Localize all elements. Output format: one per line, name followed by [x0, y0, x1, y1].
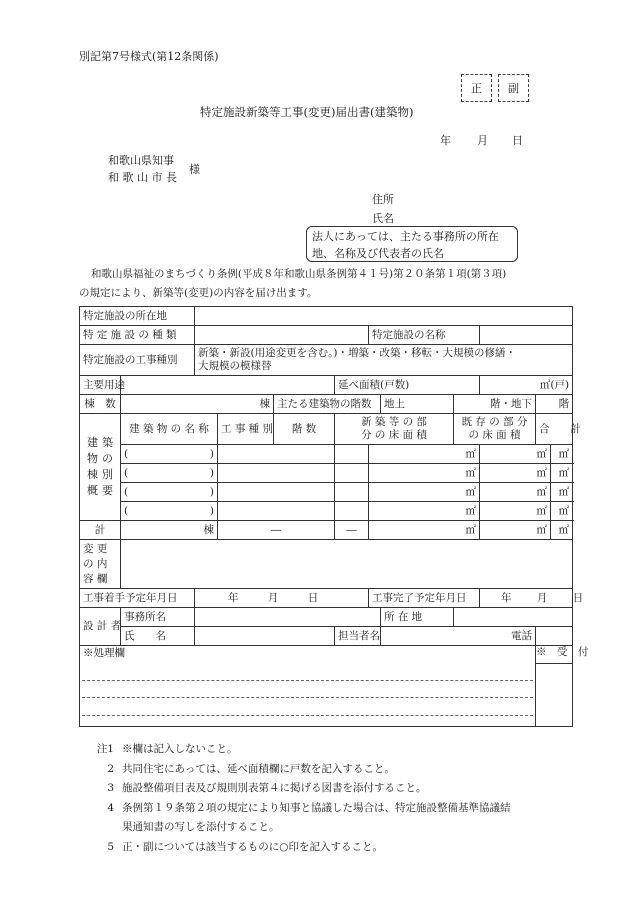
paren-close: ) [209, 466, 214, 479]
new-area-cell[interactable] [369, 502, 480, 521]
date-month: 月 [477, 134, 488, 147]
sqm-unit: ㎡ [558, 523, 570, 536]
building-count-label: 棟 数 [80, 395, 121, 414]
total-building-count[interactable]: 棟 [121, 521, 218, 540]
location-value[interactable] [195, 307, 573, 326]
start-date-value[interactable] [195, 589, 369, 608]
new-area-cell[interactable] [369, 464, 480, 483]
processing-dotted-line [82, 715, 533, 716]
table-row [80, 464, 573, 483]
end-month-label: 月 [536, 591, 548, 604]
total-existing-area[interactable] [480, 521, 551, 540]
above-ground-cell[interactable] [381, 395, 454, 414]
start-month-label: 月 [267, 591, 279, 604]
new-area-cell[interactable] [369, 445, 480, 464]
sqm-unit: ㎡ [536, 504, 547, 517]
building-name-cell[interactable] [121, 502, 218, 521]
notes-section [80, 740, 511, 857]
start-day-label: 日 [307, 591, 319, 604]
office-location-value[interactable] [454, 608, 573, 627]
note-text: 施設整備項目表及び規則別表第４に掲げる図書を添付すること。 [122, 782, 427, 794]
start-year-label: 年 [228, 591, 239, 604]
addressee-honorific: 様 [189, 163, 200, 176]
floors-cell[interactable] [335, 502, 369, 521]
corporation-note-line1: 法人にあっては、主たる事務所の所在 [312, 230, 499, 243]
sqm-unit: ㎡ [465, 466, 476, 479]
sqm-unit: ㎡ [465, 485, 476, 498]
work-type-cell[interactable] [218, 464, 335, 483]
col-floors: 階 数 [274, 414, 335, 445]
sqm-unit: ㎡ [536, 447, 547, 460]
total-area-cell[interactable] [551, 483, 573, 502]
paren-close: ) [209, 504, 214, 517]
paren-close: ) [209, 485, 214, 498]
start-date-label: 工事着手予定年月日 [80, 589, 195, 608]
facility-type-value[interactable] [195, 326, 369, 345]
work-type-options[interactable] [195, 345, 573, 376]
paren-open: ( [124, 466, 129, 479]
col-building-name: 建 築 物 の 名 称 [121, 414, 218, 445]
sqm-unit: ㎡ [536, 523, 547, 536]
facility-type-label: 特 定 施 設 の 種 類 [80, 326, 195, 345]
col-new-area [335, 414, 454, 445]
col-work-type: 工 事 種 別 [218, 414, 274, 445]
overview-char: 別 [102, 468, 113, 481]
designer-label: 設 計 者 [80, 608, 121, 646]
overview-char: の [102, 452, 113, 465]
end-day-label: 日 [572, 591, 584, 604]
change-label-line1: 変 更 [83, 542, 108, 555]
location-label: 特定施設の所在地 [80, 307, 195, 326]
floor-area-unit: ㎡ [539, 378, 551, 391]
building-name-cell[interactable] [121, 464, 218, 483]
floor-area-unit2: (戸) [550, 378, 570, 391]
note-text: 共同住宅にあっては、延べ面積欄に戸数を記入すること。 [122, 762, 395, 775]
note-item [80, 760, 511, 780]
note-number: 3 [107, 782, 114, 794]
paren-open: ( [124, 485, 129, 498]
existing-area-cell[interactable] [480, 502, 551, 521]
total-work-type-dash: ― [218, 521, 335, 540]
overview-char: 棟 [87, 468, 98, 481]
processing-section[interactable] [80, 646, 536, 727]
note-number: 2 [107, 762, 114, 775]
intro-line2: の規定により、新築等(変更)の内容を届け出ます。 [79, 287, 318, 299]
main-use-value[interactable] [121, 376, 335, 395]
floors-cell[interactable] [335, 464, 369, 483]
col-new-area-line1: 新 築 等 の 部 [361, 416, 427, 428]
sqm-unit: ㎡ [558, 504, 570, 517]
paren-open: ( [124, 504, 129, 517]
floors-unit-cell[interactable]: 階 [536, 395, 573, 414]
addressee-governor: 和歌山県知事 [108, 154, 174, 167]
sqm-unit: ㎡ [558, 485, 570, 498]
applicant-name-label: 氏名 [372, 212, 394, 225]
office-name-value[interactable] [195, 608, 381, 627]
total-row [80, 521, 573, 540]
sqm-unit: ㎡ [536, 466, 547, 479]
floor-area-label: 延べ面積(戸数) [335, 376, 480, 395]
end-date-value[interactable] [480, 589, 584, 608]
sqm-unit: ㎡ [465, 447, 476, 460]
note-text: 条例第１９条第２項の規定により知事と協議した場合は、特定施設整備基準協議結 [122, 801, 511, 814]
office-location-label: 所 在 地 [381, 608, 454, 627]
note-text: 正・副については該当するものに○印を記入すること。 [122, 840, 383, 853]
facility-name-label: 特定施設の名称 [369, 326, 480, 345]
phone-value[interactable] [536, 627, 573, 646]
reception-label: ※ 受 付 [536, 646, 572, 664]
processing-dotted-line [82, 680, 533, 681]
floors-cell[interactable] [335, 483, 369, 502]
overview-char: 物 [87, 452, 98, 465]
overview-char: 築 [102, 436, 113, 449]
date-year: 年 [440, 134, 451, 147]
form-number: 別記第7号様式(第12条関係) [79, 50, 219, 63]
date-day: 日 [512, 134, 523, 147]
sqm-unit: ㎡ [536, 485, 547, 498]
col-existing-area [454, 414, 536, 445]
processing-dotted-line [82, 697, 533, 698]
table-row [80, 502, 573, 521]
sqm-unit: ㎡ [465, 504, 476, 517]
note-item [80, 779, 511, 799]
total-label: 計 [80, 521, 121, 540]
office-name-label: 事務所名 [121, 608, 195, 627]
applicant-address-label: 住所 [372, 193, 394, 206]
note-number: 4 [107, 801, 114, 814]
work-type-cell[interactable] [218, 502, 335, 521]
note-item [80, 740, 511, 760]
page-title: 特定施設新築等工事(変更)届出書(建築物) [200, 105, 414, 119]
table-row [80, 483, 573, 502]
total-area-cell[interactable] [551, 445, 573, 464]
building-count-value[interactable]: 棟 [121, 395, 274, 414]
work-type-cell[interactable] [218, 483, 335, 502]
note-number: 注1 [96, 743, 114, 755]
floor-area-value[interactable] [480, 376, 573, 395]
change-label-line3: 容 欄 [83, 572, 108, 585]
facility-name-value[interactable] [480, 326, 573, 345]
designer-name-value[interactable] [195, 627, 335, 646]
overview-char: 建 [87, 436, 98, 449]
floors-below-cell[interactable]: 階・地下 [454, 395, 536, 414]
building-name-cell[interactable] [121, 483, 218, 502]
note-text: 果通知書の写しを添付すること。 [122, 821, 280, 833]
duplicate-copy-box[interactable]: 副 [498, 74, 529, 102]
change-details-value[interactable] [121, 540, 573, 589]
change-details-label [80, 540, 121, 589]
building-overview-label [80, 414, 121, 521]
note-item [80, 818, 511, 838]
end-year-label: 年 [501, 591, 512, 604]
col-new-area-line2: 分 の 床 面 積 [361, 429, 427, 441]
reception-section[interactable] [536, 646, 589, 727]
designer-name-label: 氏 名 [121, 627, 195, 646]
processing-label: ※処理欄 [83, 647, 125, 659]
main-use-label: 主要用途 [80, 376, 121, 395]
col-total: 合 計 [536, 414, 573, 445]
col-existing-area-line2: の 床 面 積 [468, 429, 521, 441]
corporation-note-line2: 地、名称及び代表者の氏名 [312, 247, 444, 260]
note-number: 5 [107, 840, 114, 853]
total-new-area[interactable] [369, 521, 480, 540]
sqm-unit: ㎡ [558, 466, 570, 479]
col-existing-area-line1: 既 存 の 部 分 [461, 416, 528, 428]
person-in-charge-label: 担当者名 [335, 627, 381, 646]
end-date-label: 工事完了予定年月日 [369, 589, 480, 608]
building-name-cell[interactable] [121, 445, 218, 464]
change-label-line2: の 内 [83, 557, 108, 570]
note-item [80, 838, 511, 858]
intro-line1: 和歌山県福祉のまちづくり条例(平成８年和歌山県条例第４１号)第２０条第１項(第３項) [91, 268, 507, 280]
overview-char: 要 [102, 484, 113, 497]
table-row [80, 445, 573, 464]
main-floors-label: 主たる建築物の階数 [274, 395, 381, 414]
overview-char: 概 [87, 484, 98, 497]
total-total-area[interactable] [551, 521, 573, 540]
original-copy-box[interactable]: 正 [461, 74, 492, 102]
new-area-cell[interactable] [369, 483, 480, 502]
note-number [80, 818, 122, 838]
addressee-mayor: 和 歌 山 市 長 [108, 171, 177, 184]
phone-label: 電話 [381, 627, 536, 646]
sqm-unit: ㎡ [558, 447, 570, 460]
notification-form-table [79, 306, 589, 727]
total-area-cell[interactable] [551, 502, 573, 521]
note-item [80, 799, 511, 819]
existing-area-cell[interactable] [480, 483, 551, 502]
above-ground-label: 地上 [384, 397, 405, 410]
floors-cell[interactable] [335, 445, 369, 464]
work-type-cell[interactable] [218, 445, 335, 464]
sqm-unit: ㎡ [465, 523, 476, 536]
paren-open: ( [124, 447, 129, 460]
work-type-options-line2: 大規模の模様替 [198, 360, 272, 372]
total-area-cell[interactable] [551, 464, 573, 483]
work-type-options-line1: 新築・新設(用途変更を含む。)・増築・改築・移転・大規模の修繕・ [198, 347, 516, 359]
work-type-label: 特定施設の工事種別 [80, 345, 195, 376]
paren-close: ) [209, 447, 214, 460]
total-floors-dash: ― [335, 521, 369, 540]
existing-area-cell[interactable] [480, 445, 551, 464]
existing-area-cell[interactable] [480, 464, 551, 483]
note-text: ※欄は記入しないこと。 [122, 743, 238, 755]
